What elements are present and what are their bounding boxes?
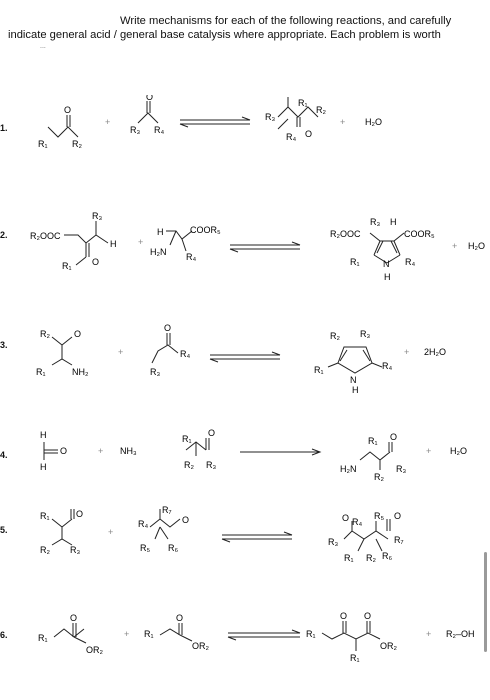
label-r3: R₃ [130, 125, 141, 135]
problem-6 [0, 605, 490, 695]
label-coor5: COOR₅ [190, 225, 221, 235]
label-o: O [340, 611, 348, 621]
label-r4: R₄ [352, 517, 363, 527]
byproduct: R₂–OH [446, 629, 475, 639]
label-h: H [157, 227, 164, 237]
plus: + [108, 527, 114, 537]
label-r3: R₃ [360, 329, 371, 339]
label-r3: R₃ [328, 537, 339, 547]
label-r4: R₄ [186, 252, 197, 262]
label-o: O [208, 428, 216, 438]
instructions-line-1: Write mechanisms for each of the following reactions, and carefully [120, 15, 452, 27]
label-r1: R₁ [350, 653, 360, 663]
label-r1: R₁ [350, 257, 360, 267]
label-o: O [176, 613, 184, 623]
label-r2ooc: R₂OOC [330, 229, 361, 239]
problem-number: 6. [0, 630, 8, 640]
label-r1: R₁ [314, 365, 324, 375]
label-r1: R₁ [344, 553, 354, 563]
label-r3: R₃ [92, 211, 103, 221]
byproduct: 2H₂O [424, 347, 446, 357]
label-r2ooc: R₂OOC [30, 231, 61, 241]
label-r4: R₄ [138, 519, 149, 529]
label-o: O [74, 329, 82, 339]
problem-2 [0, 205, 490, 295]
byproduct: H₂O [365, 117, 382, 127]
problem-number: 1. [0, 123, 8, 133]
label-r1: R₁ [368, 436, 378, 446]
label-o: O [70, 613, 78, 623]
label-h: H [110, 239, 117, 249]
label-r1: R₁ [40, 511, 50, 521]
label-nh3: NH₃ [120, 446, 137, 456]
label-r7: R₇ [162, 505, 172, 515]
plus: + [340, 117, 346, 127]
problem-3 [0, 315, 490, 405]
reaction-scheme-3 [0, 315, 490, 405]
instructions-line-3: ... [40, 43, 46, 50]
plus: + [426, 446, 432, 456]
label-r5: R₅ [140, 543, 151, 553]
problem-number: 2. [0, 230, 8, 240]
label-r1: R₁ [36, 367, 46, 377]
label-or2: OR₂ [86, 645, 103, 655]
byproduct: H₂O [468, 241, 485, 251]
plus: + [404, 347, 410, 357]
label-o: O [394, 511, 402, 521]
label-o: O [364, 611, 372, 621]
reaction-scheme-4 [0, 420, 490, 510]
plus: + [124, 629, 130, 639]
label-o: O [182, 515, 190, 525]
label-h: H [40, 430, 47, 440]
label-r1: R₁ [298, 98, 308, 108]
plus: + [138, 237, 144, 247]
problem-number: 3. [0, 340, 8, 350]
label-nh2: NH₂ [72, 367, 89, 377]
problem-5 [0, 505, 490, 595]
reaction-scheme-6 [0, 605, 490, 695]
label-o: O [390, 432, 398, 442]
label-r3: R₃ [70, 545, 81, 555]
label-o: O [305, 129, 313, 139]
label-h: H [352, 385, 359, 395]
label-r4: R₄ [180, 349, 191, 359]
label-r2: R₂ [316, 105, 326, 115]
label-o: O [64, 105, 72, 115]
label-r3: R₃ [370, 217, 381, 227]
label-h2n: H₂N [340, 464, 357, 474]
label-o: O [164, 323, 172, 333]
label-n: N [350, 375, 357, 385]
label-or2: OR₂ [380, 641, 397, 651]
label-nh: H [384, 272, 391, 282]
instructions-line-2: indicate general acid / general base catalysis where appropriate. Each problem is worth [8, 29, 441, 41]
label-r2: R₂ [374, 472, 384, 482]
label-r1: R₁ [62, 261, 72, 271]
reaction-scheme-1 [0, 95, 490, 185]
label-r2: R₂ [330, 331, 340, 341]
label-n: N [383, 259, 390, 269]
label-o: O [76, 509, 84, 519]
label-r3: R₃ [150, 367, 161, 377]
plus: + [452, 241, 458, 251]
label-r4: R₄ [286, 132, 297, 142]
label-h2n: H₂N [150, 247, 167, 257]
problem-1 [0, 95, 490, 185]
label-r1: R₁ [182, 434, 192, 444]
label-r1: R₁ [144, 629, 154, 639]
label-r2: R₂ [184, 460, 194, 470]
label-o: O [92, 257, 100, 267]
reaction-scheme-5 [0, 505, 490, 595]
label-r4: R₄ [405, 257, 416, 267]
label-o: O [146, 95, 154, 102]
label-h: H [40, 462, 47, 472]
label-r1: R₁ [38, 633, 48, 643]
problem-number: 4. [0, 450, 8, 460]
label-r5: R₅ [374, 511, 385, 521]
label-r2: R₂ [366, 553, 376, 563]
label-r6: R₆ [382, 551, 393, 561]
plus: + [426, 629, 432, 639]
label-coor5: COOR₅ [404, 229, 435, 239]
plus: + [98, 446, 104, 456]
label-r7: R₇ [394, 535, 404, 545]
plus: + [105, 117, 111, 127]
label-r4: R₄ [154, 125, 165, 135]
label-h: H [390, 217, 397, 227]
problem-number: 5. [0, 525, 8, 535]
reaction-scheme-2 [0, 205, 490, 295]
label-o: O [342, 513, 350, 523]
vertical-scrollbar[interactable] [484, 552, 487, 652]
label-r6: R₆ [168, 543, 179, 553]
label-r3: R₃ [396, 464, 407, 474]
problem-4 [0, 420, 490, 510]
label-r3: R₃ [206, 460, 217, 470]
label-r2: R₂ [40, 545, 50, 555]
label-or2: OR₂ [192, 641, 209, 651]
byproduct: H₂O [450, 446, 467, 456]
label-o: O [60, 446, 68, 456]
label-r2: R₂ [72, 139, 82, 149]
label-r3: R₃ [265, 112, 276, 122]
label-r1: R₁ [306, 629, 316, 639]
label-r4: R₄ [382, 361, 393, 371]
plus: + [118, 347, 124, 357]
label-r1: R₁ [38, 139, 48, 149]
label-r2: R₂ [40, 329, 50, 339]
